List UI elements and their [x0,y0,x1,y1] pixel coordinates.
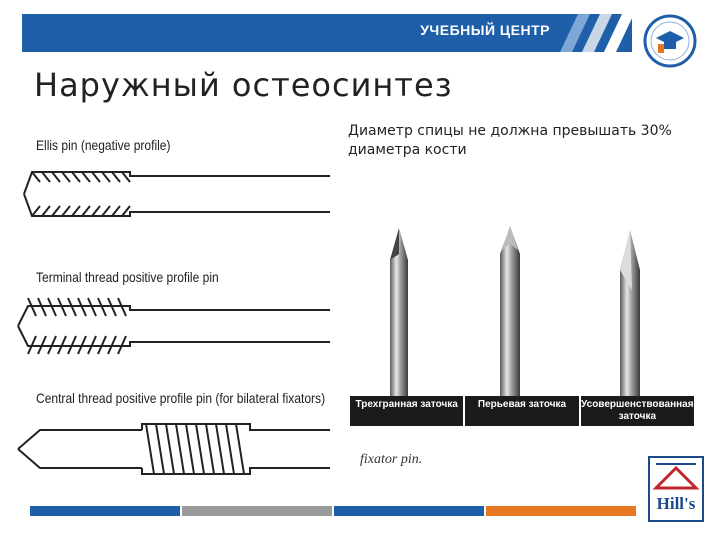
ellis-pin-diagram [14,164,332,224]
photo-credit: fixator pin. [360,452,423,467]
ellis-pin-label: Ellis pin (negative profile) [36,137,171,153]
pin-tips-photo [348,220,696,396]
central-thread-pin-label: Central thread positive profile pin (for bilateral fixators) [36,390,326,406]
hills-logo [648,456,704,522]
training-center-logo-icon [643,14,697,68]
caption-trihedral: Трехгранная заточка [350,396,465,426]
central-thread-pin-diagram [14,418,332,480]
caption-improved: Усовершенствованная заточка [581,399,694,422]
caption-feather: Перьевая заточка [465,396,580,426]
header-title: УЧЕБНЫЙ ЦЕНТР [420,22,550,38]
footer-stripe-gray [182,506,332,516]
hills-logo-text: Hill's [656,494,696,513]
footer-stripe-orange [486,506,636,516]
page-title: Наружный остеосинтез [34,66,453,104]
terminal-thread-pin-label: Terminal thread positive profile pin [36,269,219,285]
sharpening-caption-bar [350,396,694,426]
hills-emblem-icon [650,458,702,494]
bone-diameter-note: Диаметр спицы не должна превышать 30% диаметра кости [348,123,672,158]
footer-stripe-blue-2 [334,506,484,516]
footer-stripe-blue [30,506,180,516]
terminal-thread-pin-diagram [14,294,332,358]
header-stripes [560,14,634,52]
